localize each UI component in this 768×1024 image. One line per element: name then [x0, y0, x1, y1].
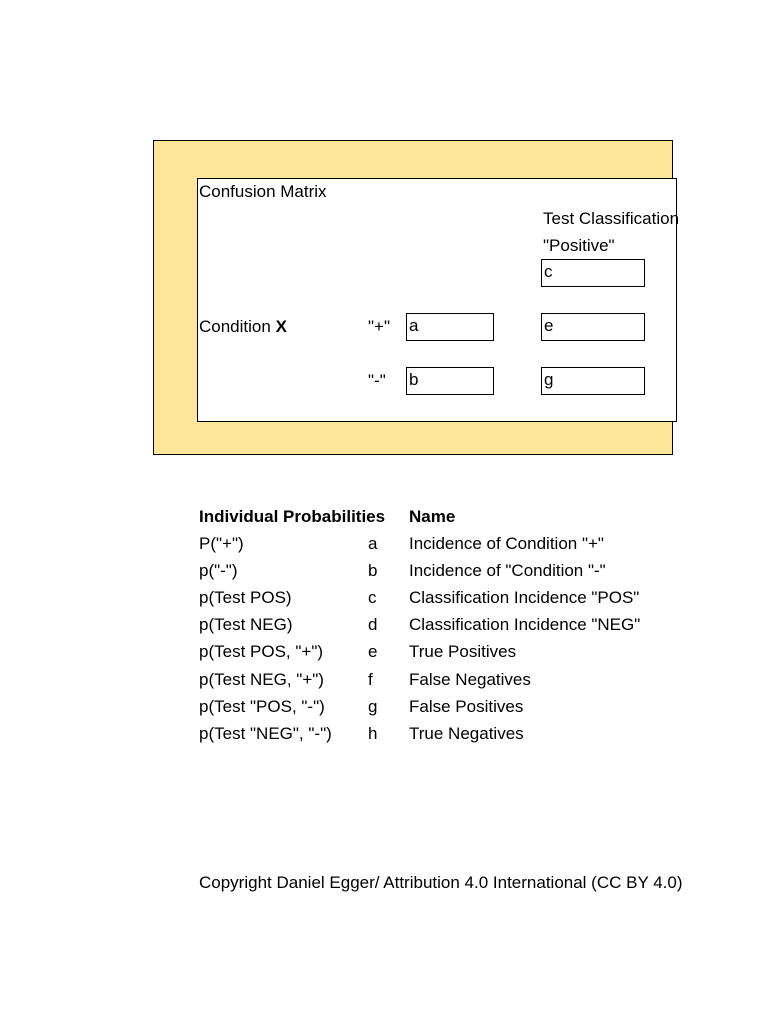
- matrix-title: Confusion Matrix: [199, 182, 327, 201]
- row-minus-label: "-": [368, 371, 386, 390]
- probability-variable: a: [368, 534, 378, 553]
- probability-expression: p(Test NEG, "+"): [199, 670, 324, 689]
- probability-name: Incidence of Condition "+": [409, 534, 604, 553]
- probability-variable: f: [368, 670, 373, 689]
- test-classification-header: Test Classification: [543, 209, 680, 228]
- probability-name: False Negatives: [409, 670, 531, 689]
- cell-g[interactable]: g: [541, 367, 645, 395]
- cell-b[interactable]: b: [406, 367, 494, 395]
- row-plus-label: "+": [368, 317, 390, 336]
- condition-label: [199, 316, 287, 338]
- probability-name: Classification Incidence "NEG": [409, 615, 641, 634]
- copyright-notice: Copyright Daniel Egger/ Attribution 4.0 International (CC BY 4.0): [199, 873, 683, 892]
- probability-name: True Negatives: [409, 724, 524, 743]
- condition-variable: X: [275, 317, 287, 336]
- probability-expression: p(Test "NEG", "-"): [199, 724, 332, 743]
- probability-expression: P("+"): [199, 534, 244, 553]
- probability-expression: p(Test "POS, "-"): [199, 697, 325, 716]
- probability-expression: p(Test POS): [199, 588, 292, 607]
- probability-name: False Positives: [409, 697, 524, 716]
- probability-variable: h: [368, 724, 378, 743]
- cell-e[interactable]: e: [541, 313, 645, 341]
- probability-variable: g: [368, 697, 378, 716]
- condition-text: Condition: [199, 317, 271, 336]
- probability-variable: e: [368, 642, 378, 661]
- probability-name: Classification Incidence "POS": [409, 588, 640, 607]
- name-header: Name: [409, 507, 456, 526]
- probability-variable: d: [368, 615, 378, 634]
- probabilities-header: Individual Probabilities: [199, 507, 386, 526]
- cell-a[interactable]: a: [406, 313, 494, 341]
- probability-name: Incidence of "Condition "-": [409, 561, 606, 580]
- probability-variable: c: [368, 588, 377, 607]
- probability-expression: p(Test NEG): [199, 615, 293, 634]
- probability-expression: p("-"): [199, 561, 238, 580]
- positive-column-label: "Positive": [543, 236, 615, 255]
- probability-expression: p(Test POS, "+"): [199, 642, 324, 661]
- probability-variable: b: [368, 561, 378, 580]
- probability-name: True Positives: [409, 642, 517, 661]
- cell-c[interactable]: c: [541, 259, 645, 287]
